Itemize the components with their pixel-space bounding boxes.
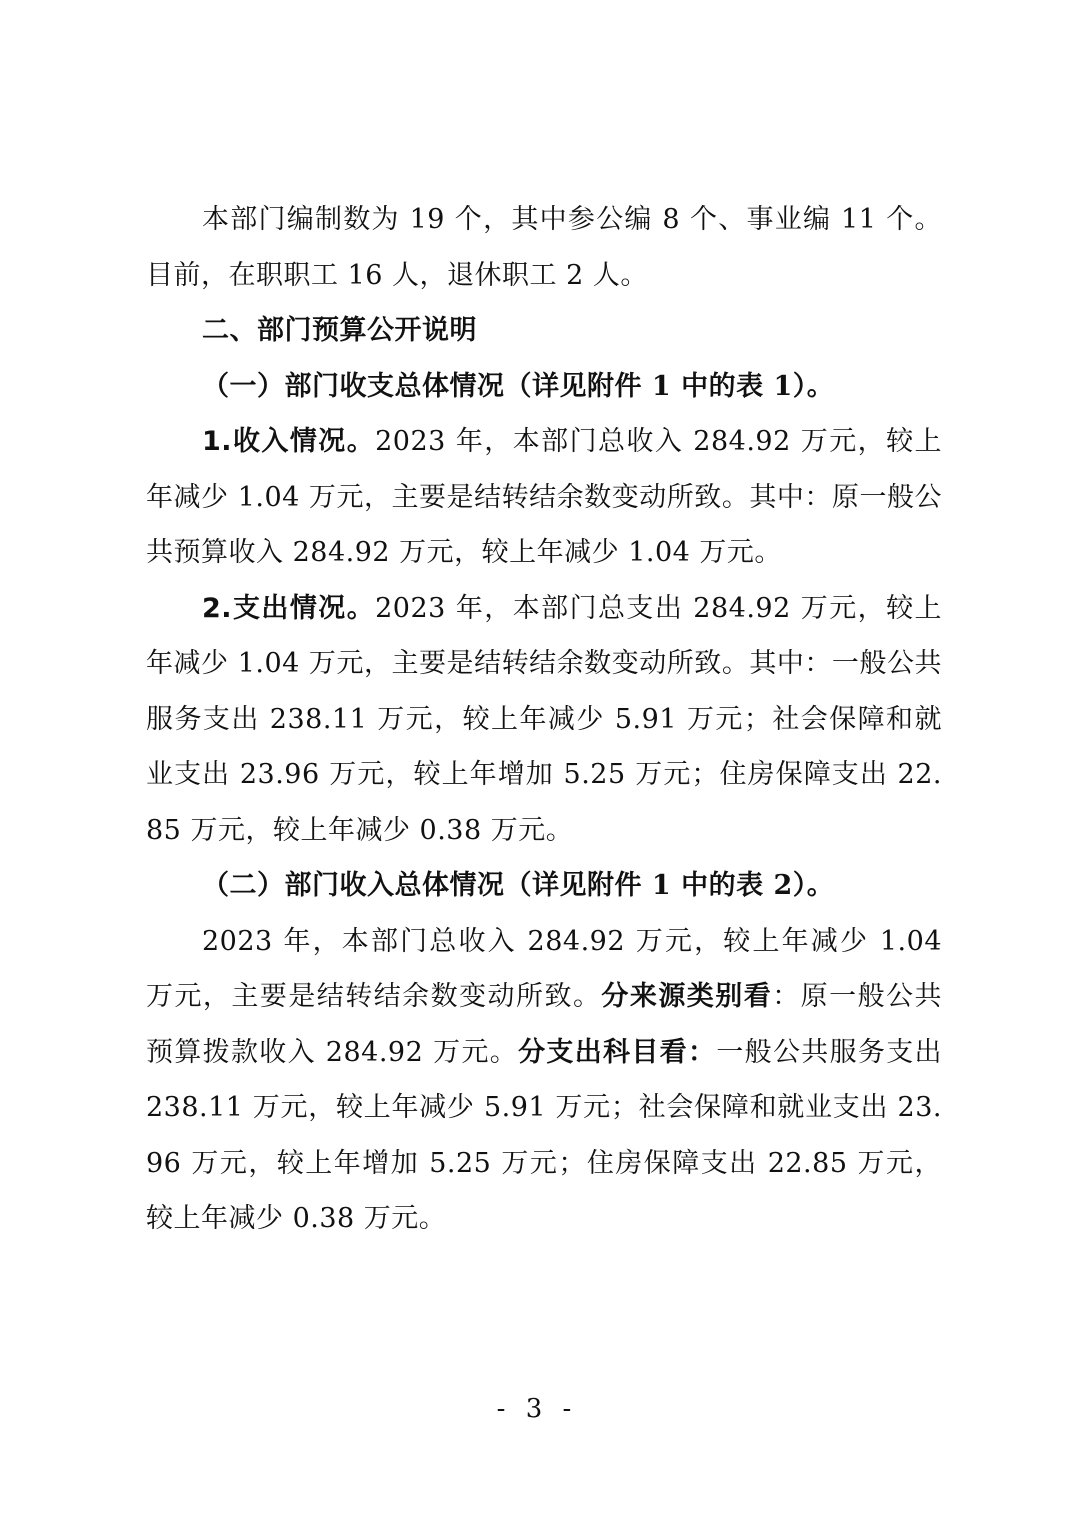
staffing-paragraph: 本部门编制数为 19 个，其中参公编 8 个、事业编 11 个。目前，在职职工 16 人，退休职工 2 人。 bbox=[146, 204, 942, 291]
income-title: 1.收入情况。 bbox=[202, 426, 376, 457]
income-paragraph bbox=[146, 414, 942, 581]
expense-paragraph bbox=[146, 581, 942, 859]
page-number: - 3 - bbox=[496, 1394, 578, 1424]
by-expense-text: 一般公共服务支出 238.11 万元，较上年减少 5.91 万元；社会保障和就业支出 23.96 万元，较上年增加 5.25 万元；住房保障支出 22.85 万元，较上年减少 0.38 万元。 bbox=[146, 1036, 943, 1234]
section-heading-budget-disclosure: 二、部门预算公开说明 bbox=[202, 315, 477, 346]
by-source-label: 分来源类别看 bbox=[601, 981, 773, 1012]
income-body: 2023 年，本部门总收入 284.92 万元，较上年减少 1.04 万元，主要是结转结余数变动所致。其中：原一般公共预算收入 284.92 万元，较上年减少 1.04 万元。 bbox=[146, 426, 942, 568]
subsection-heading-income: （二）部门收入总体情况（详见附件 1 中的表 2）。 bbox=[202, 870, 835, 901]
by-source-text: ：原一般公共预算拨款收入 284.92 万元。 bbox=[146, 981, 943, 1068]
subsection-heading-overall: （一）部门收支总体情况（详见附件 1 中的表 1）。 bbox=[202, 370, 835, 402]
document-body bbox=[146, 192, 942, 1247]
income-detail-intro: 2023 年，本部门总收入 284.92 万元，较上年减少 1.04 万元，主要是结转结余数变动所致。 bbox=[146, 925, 942, 1012]
expense-body: 2023 年，本部门总支出 284.92 万元，较上年减少 1.04 万元，主要是结转结余数变动所致。其中：一般公共服务支出 238.11 万元，较上年减少 5.91 万元；社会保障和就业支出 23.96 万元，较上年增加 5.25 万元；住房保障支出 22.85 万元，较上年减少 0.38 万元。 bbox=[146, 592, 942, 846]
expense-title: 2.支出情况。 bbox=[202, 592, 376, 624]
income-detail-paragraph bbox=[146, 914, 942, 1247]
by-expense-label: 分支出科目看： bbox=[518, 1036, 717, 1068]
